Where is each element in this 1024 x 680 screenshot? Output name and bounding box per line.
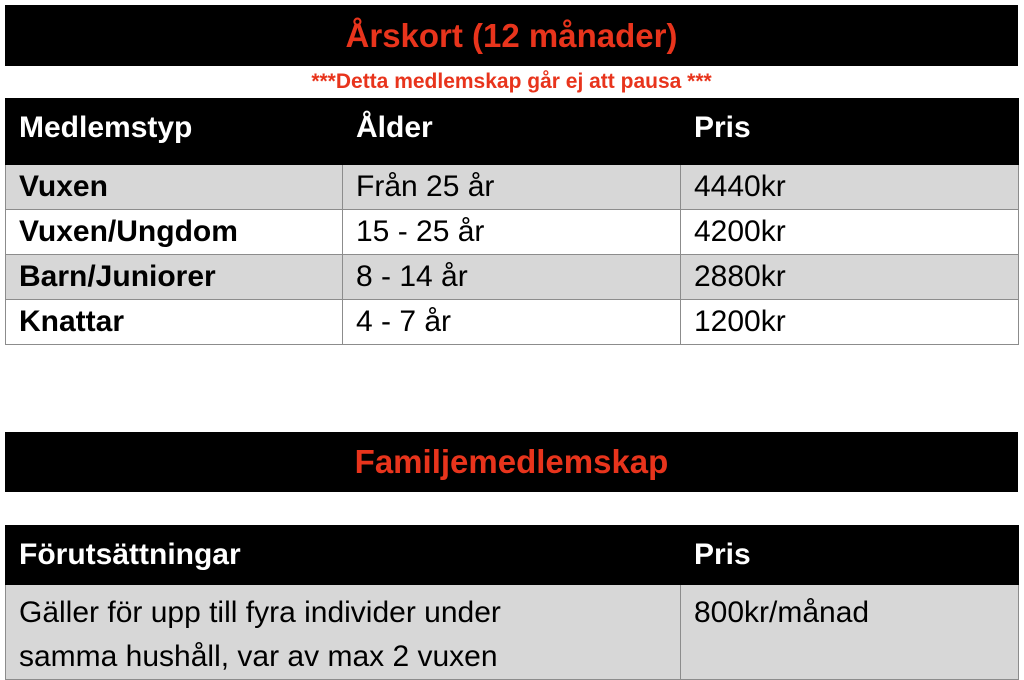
membership-type-cell: Barn/Juniorer <box>6 255 343 300</box>
header-membership-type: Medlemstyp <box>6 99 343 165</box>
header-age: Ålder <box>343 99 681 165</box>
annual-card-banner <box>5 5 1018 66</box>
conditions-line-2: samma hushåll, var av max 2 vuxen <box>19 640 498 673</box>
conditions-line-1: Gäller för upp till fyra individer under <box>19 596 501 629</box>
table-row <box>6 210 1019 255</box>
conditions-cell <box>6 585 681 680</box>
annual-card-title: Årskort (12 månader) <box>345 16 678 54</box>
no-pause-note: ***Detta medlemskap går ej att pausa *** <box>311 70 712 93</box>
age-cell: 4 - 7 år <box>343 300 681 345</box>
price-cell: 1200kr <box>681 300 1019 345</box>
price-cell: 800kr/månad <box>681 585 1019 680</box>
table-row <box>6 255 1019 300</box>
membership-type-cell: Knattar <box>6 300 343 345</box>
membership-type-cell: Vuxen/Ungdom <box>6 210 343 255</box>
price-cell: 4440kr <box>681 165 1019 210</box>
table-header-row <box>6 526 1019 585</box>
table-row <box>6 165 1019 210</box>
header-conditions: Förutsättningar <box>6 526 681 585</box>
family-membership-table <box>5 525 1019 680</box>
price-cell: 2880kr <box>681 255 1019 300</box>
price-cell: 4200kr <box>681 210 1019 255</box>
annual-card-table <box>5 98 1019 345</box>
family-membership-banner <box>5 432 1018 492</box>
header-price: Pris <box>681 526 1019 585</box>
table-header-row <box>6 99 1019 165</box>
age-cell: 8 - 14 år <box>343 255 681 300</box>
age-cell: Från 25 år <box>343 165 681 210</box>
table-row <box>6 585 1019 680</box>
table-row <box>6 300 1019 345</box>
header-price: Pris <box>681 99 1019 165</box>
family-membership-title: Familjemedlemskap <box>354 443 669 480</box>
membership-type-cell: Vuxen <box>6 165 343 210</box>
age-cell: 15 - 25 år <box>343 210 681 255</box>
